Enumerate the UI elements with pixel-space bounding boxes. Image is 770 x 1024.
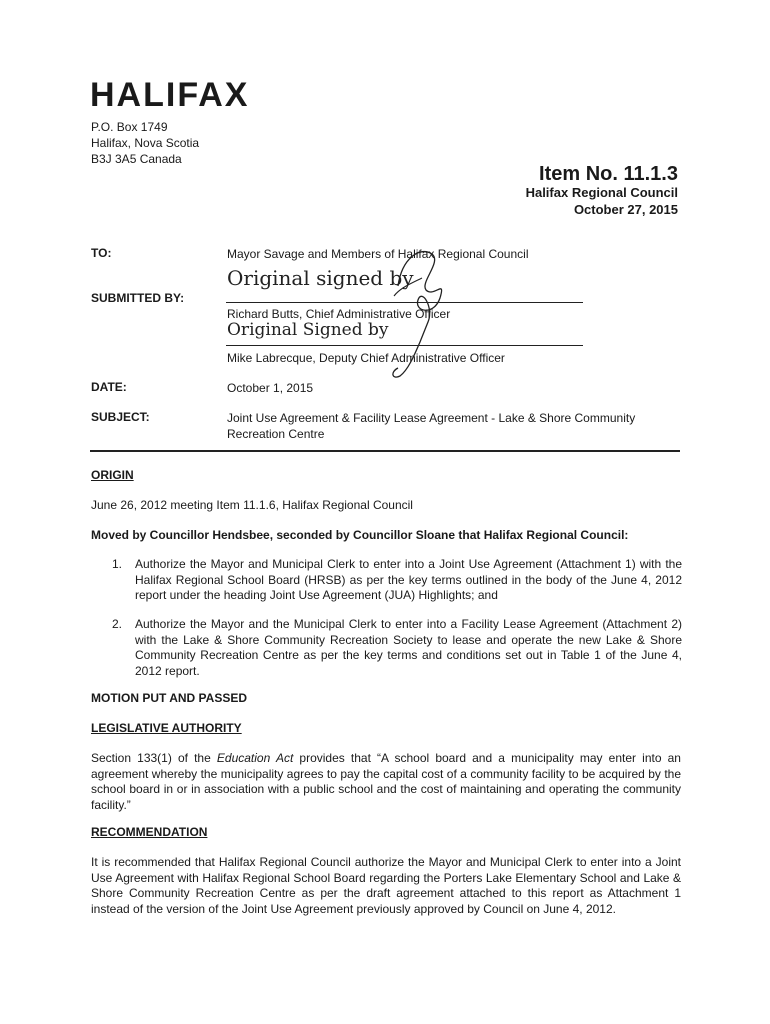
address-line: Halifax, Nova Scotia: [91, 136, 200, 150]
moved-text: Moved by Councillor Hendsbee, seconded by Councillor Sloane that Halifax Regional Council:: [91, 528, 629, 542]
mailing-address: [91, 119, 199, 167]
header-divider: [90, 450, 680, 452]
legislative-heading: LEGISLATIVE AUTHORITY: [91, 721, 242, 735]
original-signed-2: Original Signed by: [227, 320, 389, 340]
legislative-post: provides that “A school board and a municipality may enter into an agreement whereby the municipality agrees to pay the capital cost of a community facility to be acquired by the school board in or in association with a public school and the cost of maintaining and operating the community facility.”: [91, 751, 681, 812]
subject-value: Joint Use Agreement & Facility Lease Agreement - Lake & Shore Community Recreation Centre: [227, 411, 636, 441]
date-label: DATE:: [91, 380, 127, 394]
motion-item: [112, 557, 682, 604]
council-header: [526, 184, 678, 218]
meeting-date: October 27, 2015: [573, 202, 678, 217]
handwritten-signature-mark: [380, 238, 470, 398]
origin-text: June 26, 2012 meeting Item 11.1.6, Halifax Regional Council: [91, 498, 413, 512]
motion-result: MOTION PUT AND PASSED: [91, 691, 248, 705]
legislative-text: [91, 751, 681, 813]
motion-item-number: 2.: [112, 617, 123, 631]
motion-item-text: Authorize the Mayor and the Municipal Clerk to enter into a Facility Lease Agreement (Attachment 2) with the Lake & Shore Community Recreation Society to lease and operate the new Lake & Shore Community Recreation Centre as per the key terms and conditions set out in Table 1 of the June 4, 2012 report.: [135, 617, 682, 678]
motion-item: [112, 617, 682, 679]
halifax-logo: HALIFAX: [90, 76, 250, 114]
date-value: October 1, 2015: [227, 381, 314, 395]
motion-item-text: Authorize the Mayor and Municipal Clerk to enter into a Joint Use Agreement (Attachment 1) with the Halifax Regional School Board (HRSB) as per the key terms outlined in the body of the June 4, 2012 report under the heading Joint Use Agreement (JUA) Highlights; and: [135, 557, 682, 602]
address-line: B3J 3A5 Canada: [91, 152, 182, 166]
legislative-pre: Section 133(1) of the: [91, 751, 217, 765]
recommendation-heading: RECOMMENDATION: [91, 825, 208, 839]
item-number: Item No. 11.1.3: [539, 163, 678, 185]
council-name: Halifax Regional Council: [525, 185, 678, 200]
to-label: TO:: [91, 246, 112, 260]
original-signed-1: Original signed by: [227, 266, 414, 290]
submitter-1: Richard Butts, Chief Administrative Officer: [227, 307, 451, 321]
origin-heading: ORIGIN: [91, 468, 134, 482]
submitter-2: Mike Labrecque, Deputy Chief Administrative Officer: [227, 351, 505, 365]
motion-item-number: 1.: [112, 557, 123, 571]
to-value: Mayor Savage and Members of Halifax Regional Council: [227, 247, 529, 261]
submitted-by-label: SUBMITTED BY:: [91, 291, 185, 305]
subject-label: SUBJECT:: [91, 410, 150, 424]
recommendation-text: It is recommended that Halifax Regional Council authorize the Mayor and Municipal Clerk to enter into a Joint Use Agreement with Halifax Regional School Board regarding the Porters Lake Elementary School and Lake & Shore Community Recreation Centre as per the draft agreement attached to this report as Attachment 1 instead of the version of the Joint Use Agreement previously approved by Council on June 4, 2012.: [91, 855, 681, 916]
education-act: Education Act: [216, 751, 294, 765]
address-line: P.O. Box 1749: [91, 120, 168, 134]
